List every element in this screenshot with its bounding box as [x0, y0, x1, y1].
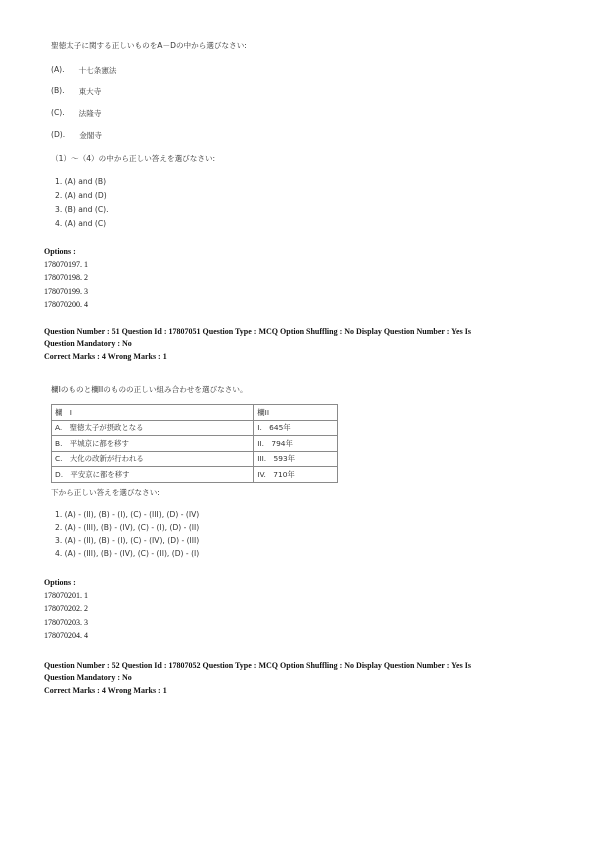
q51-header-line1: Question Number : 51 Question Id : 17807051 Question Type : MCQ Option Shuffling : No Display Question Number : Yes Is	[44, 327, 471, 336]
table-row	[52, 467, 338, 483]
q50-choice-1: 1. (A) and (B)	[55, 177, 107, 186]
q51-choice-2: 2. (A) - (III), (B) - (IV), (C) - (I), (D) - (II)	[55, 523, 200, 532]
q51-instruction: 下から正しい答えを選びなさい:	[51, 488, 160, 497]
table-cell-left: B. 平城京に都を移す	[52, 436, 254, 452]
table-header-col2: 欄II	[254, 405, 338, 421]
q52-header-line1: Question Number : 52 Question Id : 17807052 Question Type : MCQ Option Shuffling : No Display Question Number : Yes Is	[44, 661, 471, 670]
q51-choice-3: 3. (A) - (II), (B) - (I), (C) - (IV), (D) - (III)	[55, 536, 200, 545]
q50-option-4: 178070200. 4	[44, 300, 88, 309]
q51-header-line2: Question Mandatory : No	[44, 339, 132, 348]
q50-option-1: 178070197. 1	[44, 260, 88, 269]
q50-item-b	[51, 86, 101, 97]
table-cell-right: III. 593年	[254, 451, 338, 467]
q50-instruction: （1）～（4）の中から正しい答えを選びなさい:	[51, 154, 216, 163]
table-cell-left: A. 聖徳太子が摂政となる	[52, 420, 254, 436]
table-row	[52, 420, 338, 436]
q50-item-c	[51, 108, 101, 119]
q50-choice-2: 2. (A) and (D)	[55, 191, 107, 200]
item-letter: (D).	[51, 130, 66, 139]
q50-item-d	[51, 130, 102, 141]
table-header-col1: 欄 I	[52, 405, 254, 421]
q50-choice-4: 4. (A) and (C)	[55, 219, 107, 228]
matching-table	[51, 404, 338, 483]
table-cell-right: I. 645年	[254, 420, 338, 436]
table-cell-left: D. 平安京に都を移す	[52, 467, 254, 483]
table-row	[52, 436, 338, 452]
item-letter: (C).	[51, 108, 65, 117]
table-row	[52, 451, 338, 467]
item-letter: (A).	[51, 65, 65, 74]
q52-marks: Correct Marks : 4 Wrong Marks : 1	[44, 686, 167, 695]
table-cell-right: IV. 710年	[254, 467, 338, 483]
q51-option-1: 178070201. 1	[44, 591, 88, 600]
q50-item-a	[51, 65, 117, 76]
q50-option-2: 178070198. 2	[44, 273, 88, 282]
q50-options-label: Options :	[44, 247, 76, 256]
q50-option-3: 178070199. 3	[44, 287, 88, 296]
table-cell-right: II. 794年	[254, 436, 338, 452]
item-text: 十七条憲法	[78, 66, 117, 75]
q51-choice-1: 1. (A) - (II), (B) - (I), (C) - (III), (D) - (IV)	[55, 510, 200, 519]
q50-choice-3: 3. (B) and (C).	[55, 205, 109, 214]
question-51-text: 欄Iのものと欄IIのものの正しい組み合わせを選びなさい。	[51, 385, 248, 394]
item-text: 東大寺	[78, 87, 102, 96]
question-50-text: 聖徳太子に関する正しいものをA－Dの中から選びなさい:	[51, 41, 247, 50]
q51-option-4: 178070204. 4	[44, 631, 88, 640]
item-text: 法隆寺	[78, 109, 102, 118]
q51-option-2: 178070202. 2	[44, 604, 88, 613]
table-cell-left: C. 大化の改新が行われる	[52, 451, 254, 467]
q51-options-label: Options :	[44, 578, 76, 587]
q51-option-3: 178070203. 3	[44, 618, 88, 627]
item-letter: (B).	[51, 86, 65, 95]
q51-choice-4: 4. (A) - (III), (B) - (IV), (C) - (II), (D) - (I)	[55, 549, 200, 558]
q52-header-line2: Question Mandatory : No	[44, 673, 132, 682]
table-header-row	[52, 405, 338, 421]
q51-marks: Correct Marks : 4 Wrong Marks : 1	[44, 352, 167, 361]
item-text: 金閣寺	[79, 131, 102, 140]
